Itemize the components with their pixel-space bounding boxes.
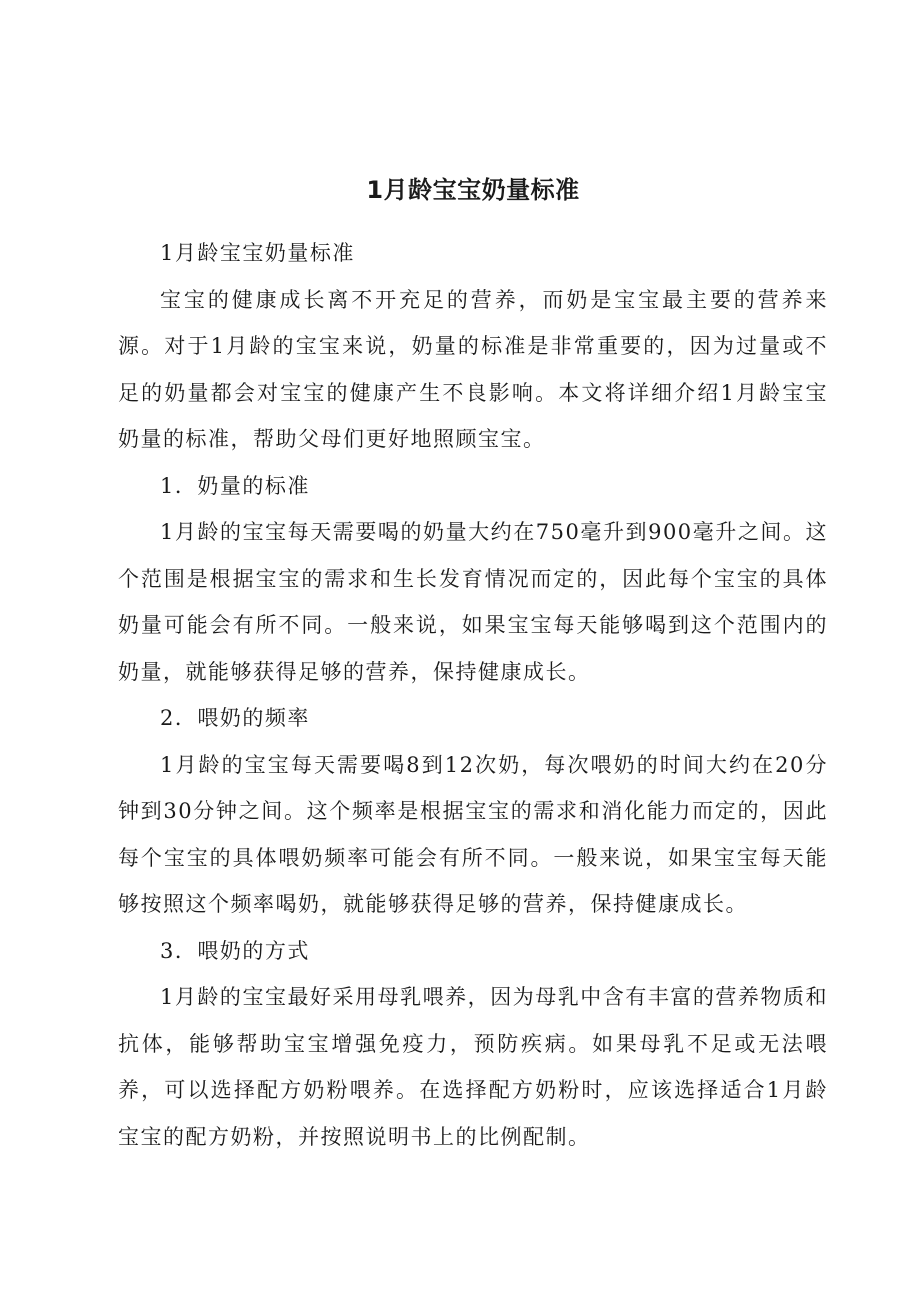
section-body-feeding-frequency: 1月龄的宝宝每天需要喝8到12次奶，每次喂奶的时间大约在20分钟到30分钟之间。这个频率是根据宝宝的需求和消化能力而定的，因此每个宝宝的具体喂奶频率可能会有所不同。一般来说，如果宝宝每天能够按照这个频率喝奶，就能够获得足够的营养，保持健康成长。: [118, 752, 828, 916]
section-heading-feeding-frequency: 2．喂奶的频率: [160, 706, 310, 730]
section-heading-feeding-method: 3．喂奶的方式: [160, 938, 310, 963]
section-body-milk-amount: 1月龄的宝宝每天需要喝的奶量大约在750毫升到900毫升之间。这个范围是根据宝宝的需求和生长发育情况而定的，因此每个宝宝的具体奶量可能会有所不同。一般来说，如果宝宝每天能够喝到这个范围内的奶量，就能够获得足够的营养，保持健康成长。: [118, 520, 828, 684]
document-subtitle: 1月龄宝宝奶量标准: [160, 241, 355, 265]
document-page: [118, 170, 828, 1160]
section-body-feeding-method: 1月龄的宝宝最好采用母乳喂养，因为母乳中含有丰富的营养物质和抗体，能够帮助宝宝增强免疫力，预防疾病。如果母乳不足或无法喂养，可以选择配方奶粉喂养。在选择配方奶粉时，应该选择适合1月龄宝宝的配方奶粉，并按照说明书上的比例配制。: [118, 985, 828, 1149]
intro-paragraph: 宝宝的健康成长离不开充足的营养，而奶是宝宝最主要的营养来源。对于1月龄的宝宝来说，奶量的标准是非常重要的，因为过量或不足的奶量都会对宝宝的健康产生不良影响。本文将详细介绍1月龄宝宝奶量的标准，帮助父母们更好地照顾宝宝。: [118, 287, 828, 451]
section-heading-milk-amount: 1．奶量的标准: [160, 473, 310, 498]
document-title: 1月龄宝宝奶量标准: [366, 176, 580, 204]
